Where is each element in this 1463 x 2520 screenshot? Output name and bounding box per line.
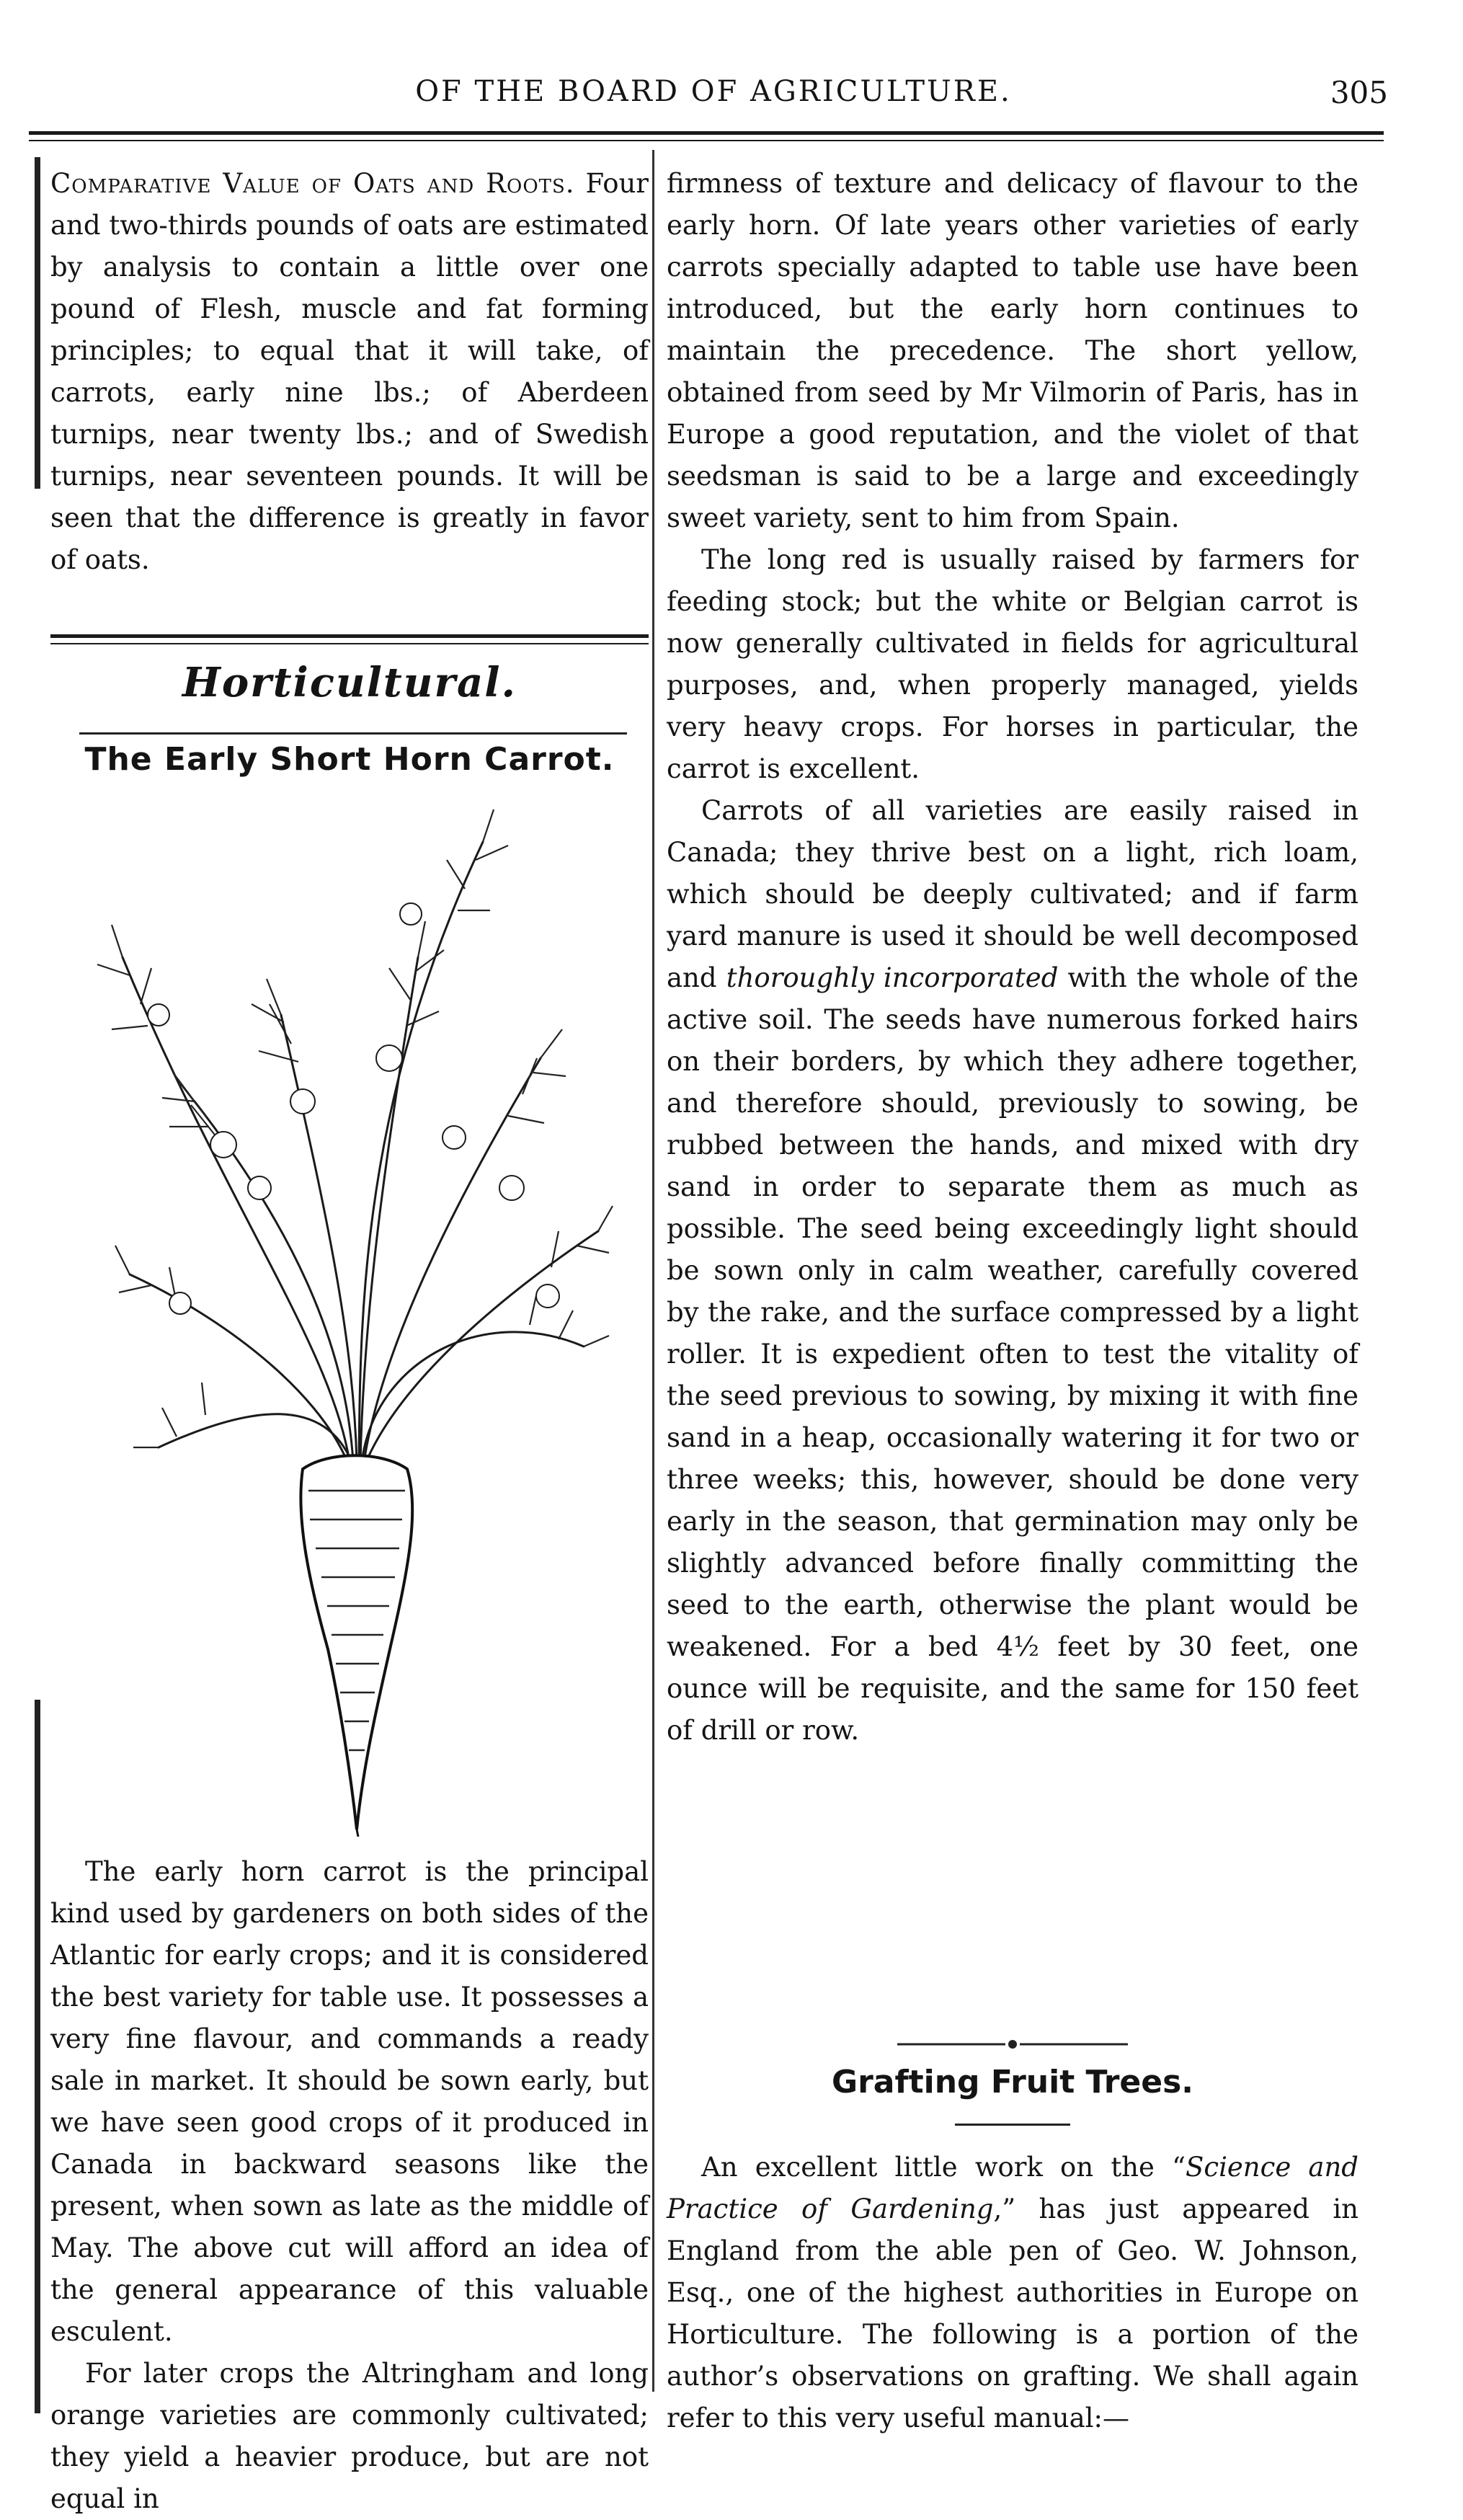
article1-paragraph-4: The long red is usually raised by farmers for feeding stock; but the white or Belgian carrot is now generally cultivated in fields for agricultural purposes, and, when properly managed, yields very heavy crops. For horses in particular, the carrot is excellent.: [667, 544, 1358, 784]
article1-paragraph-3: firmness of texture and delicacy of flavour to the early horn. Of late years other varieties of early carrots specially adapted to table use have been introduced, but the early horn continues to maintain the precedence. The short yellow, obtained from seed by Mr Vilmorin of Paris, has in Europe a good reputation, and the violet of that seedsman is said to be a large and exceedingly sweet variety, sent to him from Spain.: [667, 168, 1358, 533]
article1-left-text: [50, 1851, 649, 2520]
paragraph-5-text-a: Carrots of all varieties are easily raised in Canada; they thrive best on a light, rich loam, which should be deeply cultivated; and if farm yard manure is used it should be well decomposed and: [667, 795, 1358, 993]
section-rule-thin: [50, 643, 649, 644]
carrot-illustration: [79, 799, 627, 1837]
paragraph-5-text-b: with the whole of the active soil. The seeds have numerous forked hairs on their borders, by which they adhere together, and therefore should, previously to sowing, be rubbed between the hands, and mixed with dry sand in order to separate them as much as possible. The seed being exceedingly light should be sown only in calm weather, carefully covered by the rake, and the surface compressed by a light roller. It is expedient often to test the vitality of the seed previous to sowing, by mixing it with fine sand in a heap, occasionally watering it for two or three weeks; this, however, should be done very early in the season, that germination may only be slightly advanced before finally committing the seed to the earth, otherwise the plant would be weakened. For a bed 4½ feet by 30 feet, one ounce will be requisite, and the same for 150 feet of drill or row.: [667, 962, 1358, 1746]
section-rule-thick: [50, 634, 649, 638]
left-column: [29, 150, 649, 2514]
paragraph-5-emphasis: thoroughly incorporated: [726, 962, 1059, 993]
article1-paragraph-1: The early horn carrot is the principal kind used by gardeners on both sides of the Atlantic for early crops; and it is considered the best variety for table use. It possesses a very fine flavour, and commands a ready sale in market. It should be sown early, but we have seen good crops of it produced in Canada in backward seasons like the present, when sown as late as the middle of May. The above cut will afford an idea of the general appearance of this valuable esculent.: [50, 1856, 649, 2347]
note-comparative-value: [50, 163, 649, 581]
section-title-rule: [79, 732, 627, 735]
article2-book-title: Science and Practice of Gardening: [667, 2152, 1358, 2224]
article2-title-rule: [955, 2124, 1070, 2126]
margin-bar-bottom: [35, 1700, 40, 2413]
article2-title: Grafting Fruit Trees.: [831, 2064, 1194, 2100]
article2-text-a: An excellent little work on the “: [701, 2152, 1186, 2183]
note-text: Four and two-thirds pounds of oats are estimated by analysis to contain a little over one pound of Flesh, muscle and fat forming principles; to equal that it will take, of carrots, early nine lbs.; of Aberdeen turnips, near twenty lbs.; and of Swedish turnips, near seventeen pounds. It will be seen that the difference is greatly in favor of oats.: [50, 168, 649, 575]
page-header: [43, 69, 1388, 120]
note-heading: Comparative Value of Oats and Roots.: [50, 168, 575, 199]
article2-text-b: ,” has just appeared in England from the able pen of Geo. W. Johnson, Esq., one of the highest authorities in Europe on Horticulture. The following is a portion of the author’s observations on grafting. We shall again refer to this very useful manual:—: [667, 2193, 1358, 2434]
article-title: The Early Short Horn Carrot.: [84, 741, 615, 778]
page-number: 305: [1330, 75, 1388, 110]
article1-paragraph-5: [667, 790, 1358, 1752]
section-title: Horticultural.: [182, 659, 517, 706]
article2-paragraph-1: [667, 2147, 1358, 2439]
header-rule-thick: [29, 131, 1384, 135]
section-ornament: [883, 2037, 1142, 2051]
right-column: [667, 150, 1358, 2434]
margin-bar-top: [35, 157, 40, 489]
article1-paragraph-2: For later crops the Altringham and long orange varieties are commonly cultivated; they yield a heavier produce, but are not equal in: [50, 2358, 649, 2514]
article1-right-text: [667, 163, 1358, 1752]
column-divider: [652, 150, 654, 2392]
note-paragraph: [50, 163, 649, 581]
page-title: OF THE BOARD OF AGRICULTURE.: [415, 75, 1012, 108]
header-rule-thin: [29, 140, 1384, 141]
article2-text: [667, 2147, 1358, 2439]
